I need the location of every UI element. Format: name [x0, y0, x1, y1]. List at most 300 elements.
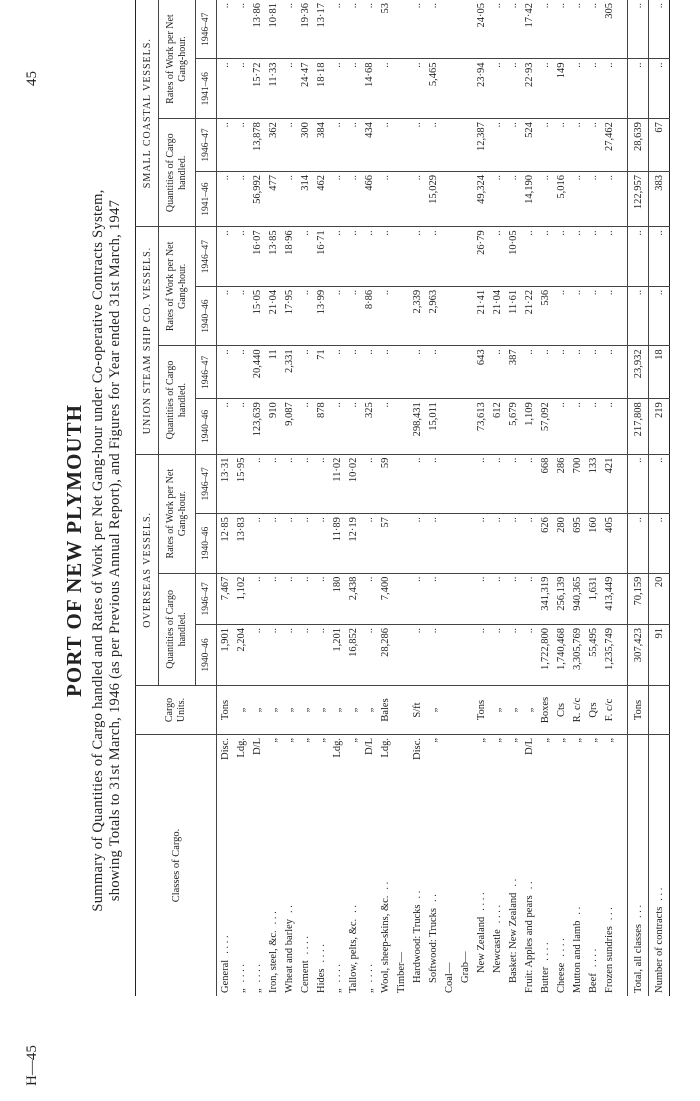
value-cell: 314 — [297, 171, 313, 226]
value-cell: 56,992 — [249, 171, 265, 226]
cargo-class-cell — [441, 735, 457, 997]
value-cell — [393, 399, 409, 454]
operation-type: D/L — [251, 738, 263, 755]
cargo-unit-cell: Boxes — [537, 686, 553, 735]
value-cell: 91 — [649, 624, 670, 685]
operation-type: „ — [267, 738, 279, 743]
operation-type: „ — [571, 738, 583, 743]
value-cell: 16·07 — [249, 227, 265, 287]
small-quantities-header: Quantities of Cargo handled. — [159, 119, 196, 227]
value-cell: .. — [347, 3, 359, 9]
value-cell — [457, 514, 473, 574]
leader-dots: . . . . — [299, 935, 311, 955]
value-cell: .. — [585, 227, 601, 287]
value-cell: .. — [329, 227, 345, 287]
value-cell: .. — [329, 399, 345, 454]
value-cell: 21·41 — [473, 286, 489, 346]
value-cell: 22·93 — [521, 59, 537, 119]
value-cell: 13·83 — [233, 514, 249, 574]
value-cell: .. — [539, 3, 551, 9]
value-cell — [393, 119, 409, 172]
value-cell — [393, 59, 409, 119]
value-cell: .. — [345, 119, 361, 172]
cargo-class-name: Grab— — [459, 951, 471, 983]
value-cell: .. — [361, 346, 377, 399]
value-cell — [457, 0, 473, 59]
cargo-class-name: Total, all classes — [632, 924, 644, 993]
cargo-class-cell — [649, 735, 670, 997]
cargo-class-cell — [217, 735, 234, 997]
value-cell: .. — [329, 59, 345, 119]
value-cell: .. — [345, 346, 361, 399]
value-cell: .. — [537, 59, 553, 119]
value-cell: 49,324 — [473, 171, 489, 226]
value-cell: .. — [585, 59, 601, 119]
table-row — [457, 0, 473, 996]
value-cell: 13·99 — [313, 286, 329, 346]
value-cell — [457, 171, 473, 226]
value-cell: 20 — [649, 573, 670, 624]
cargo-class-name: Newcastle — [491, 929, 503, 973]
value-cell: 17·42 — [523, 3, 535, 28]
leader-dots: . . — [379, 881, 391, 890]
value-cell: .. — [265, 454, 281, 514]
value-cell — [393, 454, 409, 514]
spacer-cell — [617, 514, 628, 574]
value-cell: 21·04 — [489, 286, 505, 346]
table-row — [265, 0, 281, 996]
value-cell: 341,319 — [537, 573, 553, 624]
value-cell: .. — [628, 286, 649, 346]
value-cell: 15·72 — [249, 59, 265, 119]
cargo-class-name: Wool, sheep-skins, &c. — [379, 895, 391, 993]
cargo-unit-cell — [441, 686, 457, 735]
value-cell: .. — [507, 3, 519, 9]
value-cell — [441, 286, 457, 346]
spacer-row — [617, 0, 628, 996]
value-cell — [441, 59, 457, 119]
value-cell: 149 — [553, 59, 569, 119]
cargo-class-cell — [249, 735, 265, 997]
value-cell: 14,190 — [521, 171, 537, 226]
value-cell: .. — [345, 286, 361, 346]
value-cell: 27,462 — [601, 119, 617, 172]
cargo-class-name: Tallow, pelts, &c. — [347, 918, 359, 993]
value-cell: .. — [521, 573, 537, 624]
value-cell: 160 — [585, 514, 601, 574]
value-cell: .. — [361, 514, 377, 574]
value-cell: .. — [601, 227, 617, 287]
value-cell — [441, 399, 457, 454]
subtitle-line-2: showing Totals to 31st March, 1946 (as per Previous Annual Report), and Figures for Year ended 31st March, 1947 — [107, 199, 123, 902]
value-cell: 940,365 — [569, 573, 585, 624]
table-row — [601, 0, 617, 996]
cargo-class-name: Frozen sundries — [603, 926, 615, 993]
value-cell: .. — [632, 3, 644, 9]
cargo-unit-cell: „ — [313, 686, 329, 735]
value-cell: .. — [569, 227, 585, 287]
value-cell: 626 — [537, 514, 553, 574]
table-body — [217, 0, 670, 996]
leader-dots: . . . . — [555, 938, 567, 957]
value-cell: .. — [489, 514, 505, 574]
value-cell: .. — [585, 399, 601, 454]
value-cell — [441, 0, 457, 59]
value-cell: .. — [217, 399, 234, 454]
value-cell: .. — [555, 3, 567, 9]
cargo-class-cell — [505, 735, 521, 997]
value-cell: .. — [553, 286, 569, 346]
table-row — [628, 0, 649, 996]
cargo-class-name: „ — [251, 988, 263, 993]
table-row — [441, 0, 457, 996]
cargo-class-cell — [393, 735, 409, 997]
operation-type: „ — [539, 738, 551, 743]
value-cell: .. — [377, 286, 393, 346]
value-cell: .. — [569, 286, 585, 346]
table-row — [217, 0, 234, 996]
cargo-class-cell — [628, 735, 649, 997]
leader-dots: . . — [523, 881, 535, 890]
value-cell: 1,722,800 — [537, 624, 553, 685]
table-row — [425, 0, 441, 996]
value-cell: .. — [313, 454, 329, 514]
value-cell: .. — [425, 514, 441, 574]
value-cell: .. — [628, 514, 649, 574]
value-cell: .. — [409, 514, 425, 574]
cargo-unit-cell: „ — [265, 686, 281, 735]
cargo-class-cell — [345, 735, 361, 997]
value-cell: 11·33 — [265, 59, 281, 119]
leader-dots: . . . . — [587, 948, 599, 968]
overseas-rates-header: Rates of Work per Net Gang-hour. — [159, 454, 196, 573]
cargo-unit-cell — [457, 686, 473, 735]
value-cell: .. — [425, 227, 441, 287]
value-cell: .. — [489, 346, 505, 399]
year-header: 1946–47 — [196, 0, 217, 59]
value-cell: .. — [521, 514, 537, 574]
value-cell — [441, 346, 457, 399]
value-cell: .. — [649, 59, 670, 119]
page-number: 45 — [24, 71, 40, 86]
value-cell: .. — [425, 346, 441, 399]
value-cell — [441, 624, 457, 685]
value-cell: 20,440 — [249, 346, 265, 399]
value-cell — [441, 454, 457, 514]
value-cell: .. — [553, 399, 569, 454]
value-cell: .. — [265, 624, 281, 685]
value-cell: .. — [409, 624, 425, 685]
operation-type: Ldg. — [331, 738, 343, 758]
table-row — [569, 0, 585, 996]
value-cell: .. — [521, 346, 537, 399]
value-cell: 17·95 — [281, 286, 297, 346]
value-cell: .. — [491, 3, 503, 9]
value-cell: .. — [505, 454, 521, 514]
cargo-class-cell — [233, 735, 249, 997]
value-cell: 59 — [377, 454, 393, 514]
value-cell: .. — [297, 286, 313, 346]
cargo-class-cell — [457, 735, 473, 997]
value-cell: .. — [569, 119, 585, 172]
value-cell: 28,286 — [377, 624, 393, 685]
value-cell: .. — [233, 346, 249, 399]
value-cell: .. — [411, 3, 423, 9]
cargo-class-cell — [489, 735, 505, 997]
value-cell: .. — [569, 346, 585, 399]
value-cell: .. — [409, 227, 425, 287]
value-cell: 9,087 — [281, 399, 297, 454]
value-cell: .. — [297, 514, 313, 574]
table-row — [361, 0, 377, 996]
value-cell: 21·04 — [265, 286, 281, 346]
cargo-unit-cell: F. c/c — [601, 686, 617, 735]
value-cell: 10·81 — [267, 3, 279, 28]
cargo-unit-cell: Cts — [553, 686, 569, 735]
cargo-unit-cell: „ — [281, 686, 297, 735]
cargo-unit-cell: Tons — [473, 686, 489, 735]
value-cell: .. — [249, 624, 265, 685]
table-row — [521, 0, 537, 996]
cargo-unit-cell: „ — [329, 686, 345, 735]
value-cell: .. — [489, 59, 505, 119]
spacer-cell — [617, 286, 628, 346]
value-cell — [457, 59, 473, 119]
value-cell: .. — [553, 119, 569, 172]
cargo-class-name: Wheat and barley — [283, 918, 295, 993]
leader-dots: . . . . — [491, 904, 503, 924]
value-cell: 18 — [649, 346, 670, 399]
cargo-class-name: Iron, steel, &c. — [267, 930, 279, 993]
operation-type: „ — [347, 738, 359, 743]
subtitle-line-1: Summary of Quantities of Cargo handled and Rates of Work per Net Gang-hour under Co-operative Contracts System, — [90, 189, 106, 912]
value-cell: .. — [537, 119, 553, 172]
value-cell: .. — [489, 454, 505, 514]
value-cell: 55,495 — [585, 624, 601, 685]
cargo-class-cell — [521, 735, 537, 997]
value-cell — [393, 171, 409, 226]
cargo-class-cell — [329, 735, 345, 997]
cargo-unit-cell: „ — [361, 686, 377, 735]
value-cell: 11·89 — [329, 514, 345, 574]
value-cell — [393, 227, 409, 287]
spacer-cell — [617, 624, 628, 685]
value-cell: .. — [329, 119, 345, 172]
value-cell — [457, 624, 473, 685]
cargo-class-name: Coal— — [443, 962, 455, 993]
value-cell: 466 — [361, 171, 377, 226]
cargo-class-cell — [313, 735, 329, 997]
value-cell: 695 — [569, 514, 585, 574]
cargo-unit-cell: Tons — [217, 686, 234, 735]
value-cell: .. — [233, 171, 249, 226]
value-cell: 286 — [553, 454, 569, 514]
value-cell: 67 — [649, 119, 670, 172]
value-cell: .. — [297, 346, 313, 399]
value-cell: .. — [233, 227, 249, 287]
value-cell: .. — [649, 286, 670, 346]
value-cell: 387 — [505, 346, 521, 399]
value-cell: .. — [553, 346, 569, 399]
value-cell: .. — [297, 624, 313, 685]
year-header: 1946–47 — [196, 454, 217, 514]
value-cell: .. — [217, 227, 234, 287]
value-cell: .. — [628, 454, 649, 514]
value-cell — [441, 119, 457, 172]
value-cell: .. — [585, 171, 601, 226]
value-cell: 15,011 — [425, 399, 441, 454]
value-cell: .. — [409, 346, 425, 399]
value-cell: .. — [377, 346, 393, 399]
value-cell: .. — [585, 346, 601, 399]
leader-dots: . . . . — [251, 963, 263, 983]
value-cell — [457, 573, 473, 624]
value-cell: .. — [489, 119, 505, 172]
operation-type: „ — [587, 738, 599, 743]
value-cell: 23·94 — [473, 59, 489, 119]
value-cell: .. — [361, 573, 377, 624]
table-row — [329, 0, 345, 996]
leader-dots: . . . . — [219, 935, 231, 954]
value-cell: .. — [233, 286, 249, 346]
value-cell: 280 — [553, 514, 569, 574]
cargo-class-name: Fruit: Apples and pears — [523, 895, 535, 993]
leader-dots: . . . . — [363, 963, 375, 983]
value-cell: 23,932 — [628, 346, 649, 399]
cargo-class-name: General — [219, 959, 231, 993]
value-cell: 477 — [265, 171, 281, 226]
value-cell — [441, 171, 457, 226]
value-cell: .. — [217, 286, 234, 346]
value-cell: 256,139 — [553, 573, 569, 624]
value-cell — [457, 227, 473, 287]
leader-dots: . . — [283, 905, 295, 913]
cargo-class-name: „ — [235, 988, 247, 993]
value-cell: .. — [553, 227, 569, 287]
operation-type: „ — [507, 738, 519, 743]
cargo-class-name: „ — [331, 988, 343, 993]
year-header: 1941–46 — [196, 171, 217, 226]
value-cell: 2,331 — [281, 346, 297, 399]
value-cell: .. — [601, 346, 617, 399]
value-cell: .. — [281, 573, 297, 624]
value-cell: .. — [409, 454, 425, 514]
value-cell: 7,400 — [377, 573, 393, 624]
value-cell: 1,901 — [217, 624, 234, 685]
table-row — [297, 0, 313, 996]
value-cell: 643 — [473, 346, 489, 399]
value-cell: 16,852 — [345, 624, 361, 685]
value-cell: 13·17 — [315, 3, 327, 28]
cargo-unit-cell: „ — [505, 686, 521, 735]
value-cell: 421 — [601, 454, 617, 514]
value-cell: .. — [473, 573, 489, 624]
value-cell: .. — [569, 171, 585, 226]
value-cell: 434 — [361, 119, 377, 172]
leader-dots: . . — [347, 905, 359, 913]
cargo-class-cell — [585, 735, 601, 997]
value-cell: .. — [297, 399, 313, 454]
value-cell: .. — [601, 59, 617, 119]
value-cell: 70,159 — [628, 573, 649, 624]
cargo-class-name: Cheese — [555, 962, 567, 993]
value-cell: 536 — [537, 286, 553, 346]
cargo-class-name: New Zealand — [475, 916, 487, 973]
value-cell: 2,204 — [233, 624, 249, 685]
table-row — [489, 0, 505, 996]
value-cell: .. — [281, 171, 297, 226]
year-header: 1940–46 — [196, 514, 217, 574]
value-cell: .. — [409, 59, 425, 119]
value-cell: .. — [313, 624, 329, 685]
value-cell: .. — [297, 573, 313, 624]
small-rates-header: Rates of Work per Net Gang-hour. — [159, 0, 196, 119]
value-cell: .. — [281, 59, 297, 119]
value-cell — [393, 286, 409, 346]
value-cell: .. — [473, 454, 489, 514]
spacer-cell — [617, 686, 628, 735]
value-cell: .. — [653, 3, 665, 9]
value-cell: .. — [489, 624, 505, 685]
value-cell: .. — [377, 171, 393, 226]
value-cell: 12,387 — [473, 119, 489, 172]
value-cell: .. — [409, 171, 425, 226]
value-cell: .. — [649, 514, 670, 574]
value-cell: 3,305,769 — [569, 624, 585, 685]
value-cell: 11·02 — [329, 454, 345, 514]
value-cell: 15·95 — [233, 454, 249, 514]
value-cell: .. — [521, 454, 537, 514]
value-cell: .. — [427, 3, 439, 9]
leader-dots: . . . — [267, 911, 279, 925]
cargo-class-name: Basket: New Zealand — [507, 892, 519, 983]
cargo-unit-cell: R. c/c — [569, 686, 585, 735]
value-cell: 123,639 — [249, 399, 265, 454]
table-row — [473, 0, 489, 996]
value-cell: 1,740,468 — [553, 624, 569, 685]
cargo-unit-cell — [393, 686, 409, 735]
value-cell: 305 — [603, 3, 615, 19]
value-cell: 73,613 — [473, 399, 489, 454]
cargo-class-name: Softwood: Trucks — [427, 908, 439, 983]
value-cell: 13·85 — [265, 227, 281, 287]
value-cell: .. — [329, 346, 345, 399]
cargo-unit-cell — [649, 686, 670, 735]
value-cell — [441, 573, 457, 624]
value-cell: .. — [235, 3, 247, 9]
cargo-units-header: Cargo Units. — [136, 686, 217, 735]
spacer-cell — [617, 0, 628, 59]
value-cell: .. — [329, 171, 345, 226]
leader-dots: . . . . — [475, 892, 487, 911]
leader-dots: . . . — [603, 907, 615, 921]
value-cell — [457, 286, 473, 346]
leader-dots: . . . — [632, 904, 644, 919]
value-cell: .. — [521, 227, 537, 287]
cargo-class-cell — [265, 735, 281, 997]
value-cell: .. — [249, 514, 265, 574]
cargo-class-cell — [569, 735, 585, 997]
value-cell: .. — [345, 171, 361, 226]
value-cell: .. — [521, 624, 537, 685]
value-cell: 217,808 — [628, 399, 649, 454]
table-row — [505, 0, 521, 996]
value-cell: .. — [313, 573, 329, 624]
value-cell: .. — [345, 227, 361, 287]
year-header: 1946–47 — [196, 346, 217, 399]
value-cell: 300 — [297, 119, 313, 172]
cargo-class-cell — [601, 735, 617, 997]
